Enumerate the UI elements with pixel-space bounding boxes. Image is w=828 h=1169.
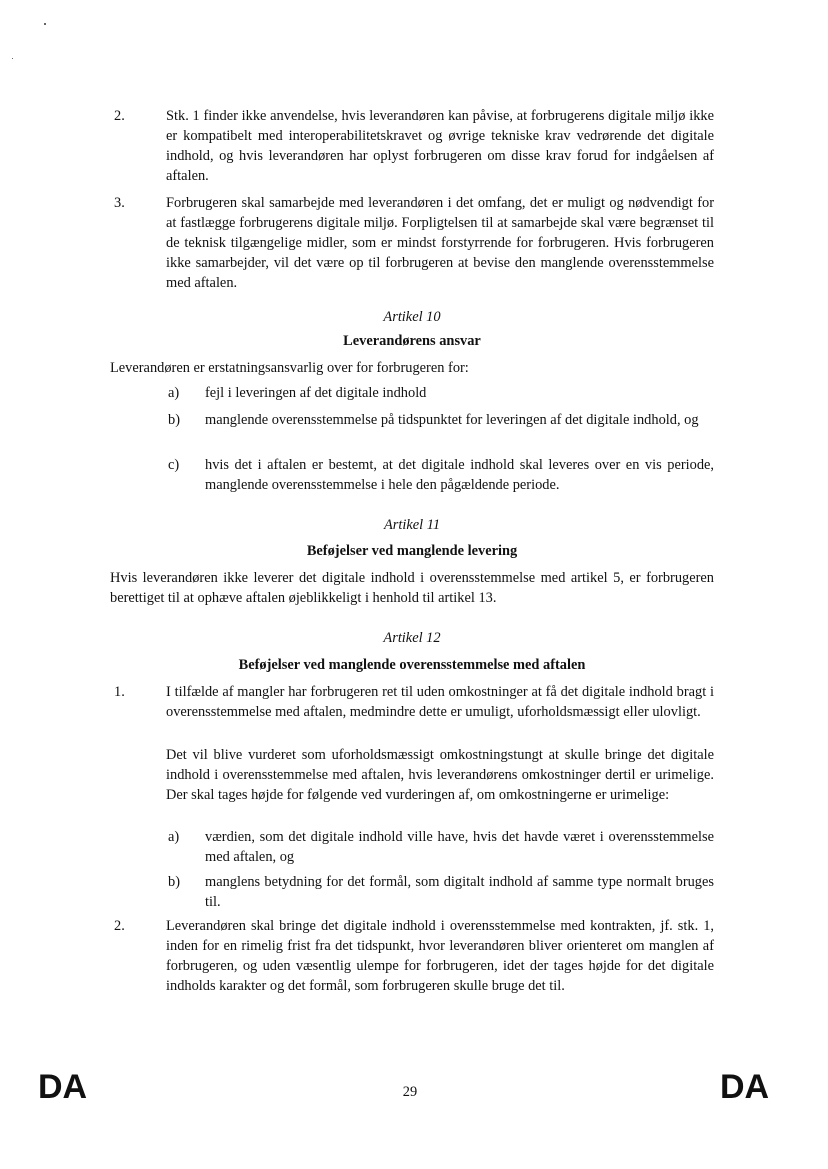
list-letter: a): [168, 385, 180, 401]
list-item: fejl i leveringen af det digitale indhold: [205, 385, 427, 401]
paragraph-text: I tilfælde af mangler har forbrugeren ret til uden omkostninger at få det digitale indhold bragt i overensstemmelse med aftalen, medmindre dette er umuligt, uforholdsmæssigt eller ulovligt.: [166, 684, 714, 720]
paragraph-text: Forbrugeren skal samarbejde med leverandøren i det omfang, det er muligt og nødvendigt for at fastlægge forbrugerens digitale miljø. Forpligtelsen til at samarbejde skal være begrænset til de teknisk tilgængelige midler, som er mindst forstyrrende for forbrugeren. Hvis forbrugeren ikke samarbejder, vil det være op til forbrugeren at bevise den manglende overensstemmelse med aftalen.: [166, 195, 714, 291]
article-heading: Artikel 11: [383, 517, 441, 533]
article-title: Leverandørens ansvar: [343, 333, 481, 349]
paragraph-number: 3.: [114, 195, 125, 211]
article-title: Beføjelser ved manglende levering: [306, 543, 518, 559]
list-item: manglende overensstemmelse på tidspunktet for leveringen af det digitale indhold, og: [205, 412, 699, 428]
list-letter: b): [168, 412, 180, 428]
paragraph-text: Stk. 1 finder ikke anvendelse, hvis leverandøren kan påvise, at forbrugerens digitale miljø ikke er kompatibelt med interoperabilitetskravet og øvrige tekniske krav vedrørende det digitale indhold, og hvis leverandøren har oplyst forbrugeren om disse krav forud for indgåelsen af aftalen.: [166, 108, 714, 184]
article-title: Beføjelser ved manglende overensstemmelse med aftalen: [238, 657, 586, 673]
scan-speck: [12, 58, 13, 59]
list-item: hvis det i aftalen er bestemt, at det digitale indhold skal leveres over en vis periode, manglende overensstemmelse i hele den pågældende periode.: [205, 457, 714, 493]
scan-speck: [44, 23, 46, 25]
article-heading: Artikel 12: [383, 630, 441, 646]
article-text: Hvis leverandøren ikke leverer det digitale indhold i overensstemmelse med artikel 5, er forbrugeren berettiget til at ophæve aftalen øjeblikkeligt i henhold til artikel 13.: [110, 570, 714, 606]
list-letter: a): [168, 829, 180, 845]
language-code-right: DA: [720, 1068, 770, 1106]
article-intro: Leverandøren er erstatningsansvarlig over for forbrugeren for:: [110, 360, 469, 376]
paragraph-number: 2.: [114, 918, 125, 934]
paragraph-text: Det vil blive vurderet som uforholdsmæssigt omkostningstungt at skulle bringe det digitale indhold i overensstemmelse med aftalen, hvis leverandørens omkostninger dertil er urimelige. Der skal tages højde for følgende ved vurderingen af, om omkostningerne er urimelige:: [166, 747, 714, 803]
list-item: værdien, som det digitale indhold ville have, hvis det havde været i overensstemmelse med aftalen, og: [205, 829, 714, 865]
paragraph-text: Leverandøren skal bringe det digitale indhold i overensstemmelse med kontrakten, jf. stk. 1, inden for en rimelig frist fra det tidspunkt, hvor leverandøren bliver orienteret om manglen af forbrugeren, og uden væsentlig ulempe for forbrugeren, idet der tages højde for det digitale indholds karakter og det formål, som forbrugeren skulle bruge det til.: [166, 918, 714, 994]
paragraph-number: 2.: [114, 108, 125, 124]
language-code-left: DA: [38, 1068, 88, 1106]
article-heading: Artikel 10: [383, 309, 441, 325]
list-letter: c): [168, 457, 180, 473]
paragraph-number: 1.: [114, 684, 125, 700]
page-number: 29: [402, 1084, 418, 1100]
list-item: manglens betydning for det formål, som digitalt indhold af samme type normalt bruges til.: [205, 874, 714, 910]
list-letter: b): [168, 874, 180, 890]
